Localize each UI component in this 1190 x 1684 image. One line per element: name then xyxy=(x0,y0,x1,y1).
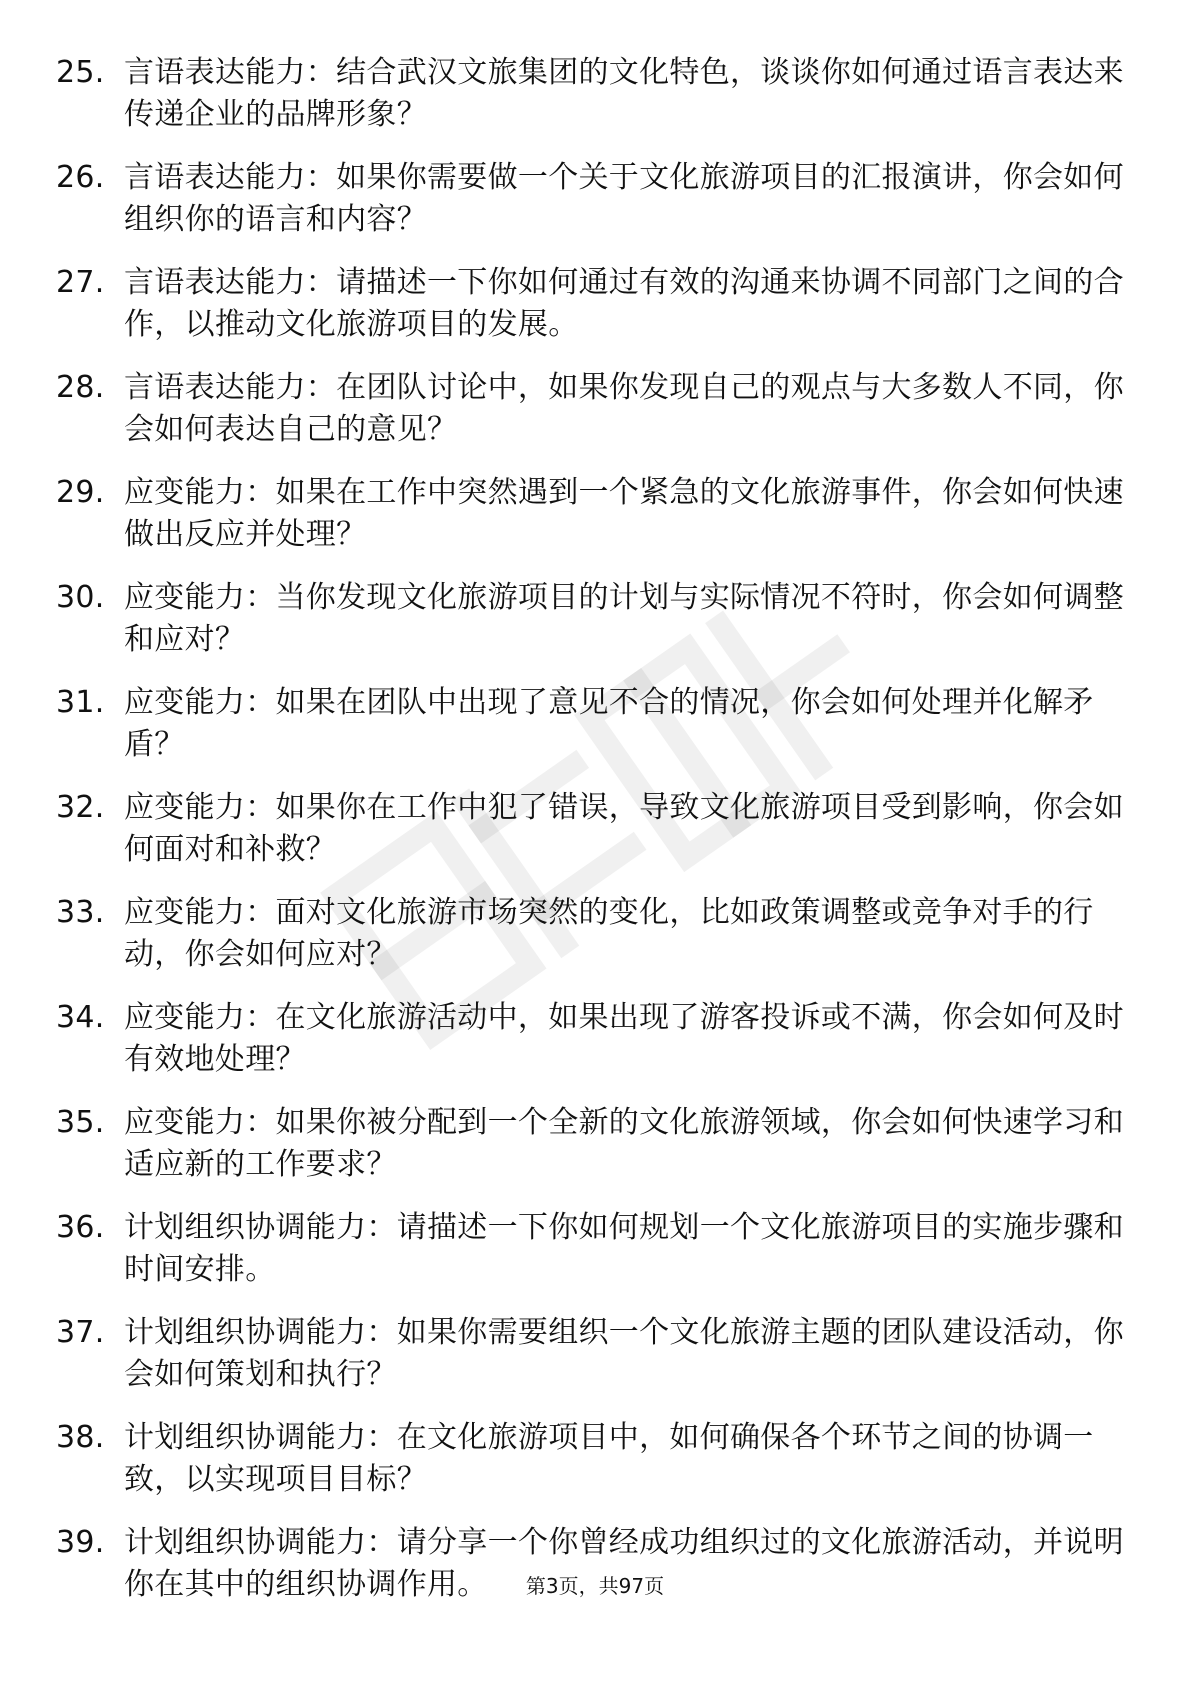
question-item xyxy=(56,472,1126,556)
question-number: 35. xyxy=(56,1105,105,1140)
question-item xyxy=(56,1207,1126,1291)
question-number: 33. xyxy=(56,895,105,930)
question-item xyxy=(56,157,1126,241)
question-item xyxy=(56,262,1126,346)
question-item xyxy=(56,577,1126,661)
question-item xyxy=(56,52,1126,136)
question-number: 28. xyxy=(56,370,105,405)
question-item xyxy=(56,892,1126,976)
question-number: 31. xyxy=(56,685,105,720)
question-text: 言语表达能力：如果你需要做一个关于文化旅游项目的汇报演讲，你会如何组织你的语言和内容？ xyxy=(124,160,1124,237)
question-text: 应变能力：如果在团队中出现了意见不合的情况，你会如何处理并化解矛盾？ xyxy=(124,685,1094,762)
question-text: 应变能力：如果在工作中突然遇到一个紧急的文化旅游事件，你会如何快速做出反应并处理？ xyxy=(124,475,1124,552)
question-text: 言语表达能力：结合武汉文旅集团的文化特色，谈谈你如何通过语言表达来传递企业的品牌形象？ xyxy=(124,55,1124,132)
question-text: 应变能力：如果你被分配到一个全新的文化旅游领域，你会如何快速学习和适应新的工作要求？ xyxy=(124,1105,1124,1182)
question-text: 言语表达能力：在团队讨论中，如果你发现自己的观点与大多数人不同，你会如何表达自己的意见？ xyxy=(124,370,1124,447)
question-number: 29. xyxy=(56,475,105,510)
question-number: 34. xyxy=(56,1000,105,1035)
question-number: 38. xyxy=(56,1420,105,1455)
question-list xyxy=(56,52,1126,1627)
question-number: 32. xyxy=(56,790,105,825)
question-number: 26. xyxy=(56,160,105,195)
question-item xyxy=(56,997,1126,1081)
question-text: 言语表达能力：请描述一下你如何通过有效的沟通来协调不同部门之间的合作，以推动文化旅游项目的发展。 xyxy=(124,265,1124,342)
question-number: 36. xyxy=(56,1210,105,1245)
question-number: 39. xyxy=(56,1525,105,1560)
question-text: 计划组织协调能力：请描述一下你如何规划一个文化旅游项目的实施步骤和时间安排。 xyxy=(124,1210,1124,1287)
question-item xyxy=(56,1417,1126,1501)
question-text: 应变能力：面对文化旅游市场突然的变化，比如政策调整或竞争对手的行动，你会如何应对？ xyxy=(124,895,1094,972)
page-footer: 第3页，共97页 xyxy=(525,1574,665,1598)
question-number: 25. xyxy=(56,55,105,90)
question-text: 计划组织协调能力：在文化旅游项目中，如何确保各个环节之间的协调一致，以实现项目目标？ xyxy=(124,1420,1094,1497)
question-number: 37. xyxy=(56,1315,105,1350)
question-item xyxy=(56,682,1126,766)
question-number: 30. xyxy=(56,580,105,615)
question-number: 27. xyxy=(56,265,105,300)
question-text: 计划组织协调能力：如果你需要组织一个文化旅游主题的团队建设活动，你会如何策划和执行？ xyxy=(124,1315,1124,1392)
question-text: 应变能力：在文化旅游活动中，如果出现了游客投诉或不满，你会如何及时有效地处理？ xyxy=(124,1000,1124,1077)
question-item xyxy=(56,367,1126,451)
question-text: 应变能力：如果你在工作中犯了错误，导致文化旅游项目受到影响，你会如何面对和补救？ xyxy=(124,790,1124,867)
question-text: 计划组织协调能力：请分享一个你曾经成功组织过的文化旅游活动，并说明你在其中的组织协调作用。 xyxy=(124,1525,1124,1602)
question-item xyxy=(56,787,1126,871)
question-item xyxy=(56,1102,1126,1186)
question-item xyxy=(56,1312,1126,1396)
question-text: 应变能力：当你发现文化旅游项目的计划与实际情况不符时，你会如何调整和应对？ xyxy=(124,580,1124,657)
